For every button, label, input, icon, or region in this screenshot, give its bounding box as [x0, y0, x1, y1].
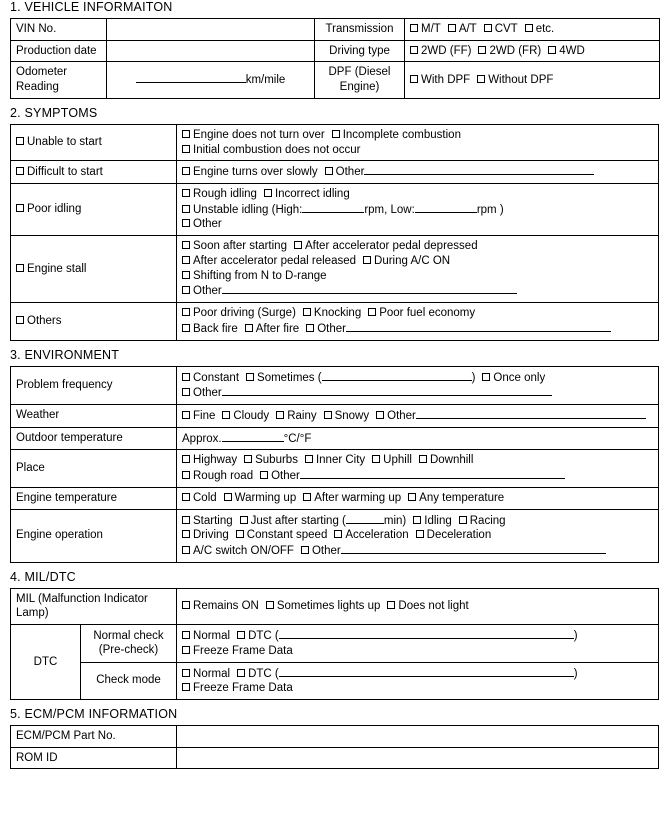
checkbox-option-remains-on[interactable]: Remains ON [182, 599, 259, 614]
vin-label: VIN No. [11, 19, 107, 41]
env-outdoor-temperature-label: Outdoor temperature [11, 427, 177, 450]
checkbox-icon[interactable] [182, 388, 190, 396]
checkbox-option-poor-fuel-economy[interactable]: Poor fuel economy [368, 306, 475, 321]
checkbox-icon[interactable] [324, 411, 332, 419]
section-title-vehicle: 1. VEHICLE INFORMAITON [10, 0, 173, 14]
checkbox-icon[interactable] [182, 189, 190, 197]
checkbox-option-poor-driving-surge[interactable]: Poor driving (Surge) [182, 306, 296, 321]
write-in-line[interactable] [300, 468, 565, 479]
checkbox-option-sometimes[interactable]: Sometimes ( ) [246, 370, 475, 386]
environment-table [10, 366, 659, 563]
checkbox-icon[interactable] [484, 24, 492, 32]
section-title-ecm-pcm: 5. ECM/PCM INFORMATION [10, 707, 178, 721]
checkbox-icon[interactable] [16, 137, 24, 145]
checkbox-option-constant-speed[interactable]: Constant speed [236, 528, 328, 543]
checkbox-icon[interactable] [548, 46, 556, 54]
checkbox-option-other[interactable]: Other [376, 408, 646, 424]
section-title-mil-dtc: 4. MIL/DTC [10, 569, 76, 584]
checkbox-icon[interactable] [182, 219, 190, 227]
table-row [11, 509, 659, 562]
checkbox-option-other[interactable]: Other [182, 385, 552, 401]
checkbox-option-freeze-frame-data[interactable]: Freeze Frame Data [182, 644, 293, 659]
checkbox-icon[interactable] [478, 46, 486, 54]
vin-value[interactable] [107, 19, 315, 41]
table-row [11, 404, 659, 427]
checkbox-icon[interactable] [182, 530, 190, 538]
checkbox-icon[interactable] [305, 455, 313, 463]
checkbox-icon[interactable] [376, 411, 384, 419]
dtc-normal-check-options [177, 625, 659, 662]
checkbox-icon[interactable] [182, 256, 190, 264]
symptom-difficult-to-start-options [177, 161, 659, 184]
env-outdoor-temperature-value[interactable]: Approx. °C/°F [177, 427, 659, 450]
checkbox-icon[interactable] [482, 373, 490, 381]
checkbox-icon[interactable] [459, 516, 467, 524]
checkbox-icon[interactable] [419, 455, 427, 463]
checkbox-option-freeze-frame-data[interactable]: Freeze Frame Data [182, 681, 293, 696]
checkbox-icon[interactable] [182, 167, 190, 175]
checkbox-icon[interactable] [332, 130, 340, 138]
env-problem-frequency-options [177, 366, 659, 404]
checkbox-icon[interactable] [410, 24, 418, 32]
checkbox-option-inner-city[interactable]: Inner City [305, 453, 365, 468]
checkbox-icon[interactable] [410, 75, 418, 83]
checkbox-option-fine[interactable]: Fine [182, 409, 215, 424]
checkbox-option-warming-up[interactable]: Warming up [224, 491, 297, 506]
checkbox-option-other[interactable]: Other [306, 321, 611, 337]
checkbox-option-rainy[interactable]: Rainy [276, 409, 316, 424]
symptom-engine-stall[interactable]: Engine stall [11, 236, 177, 303]
env-engine-operation-options [177, 509, 659, 562]
checkbox-option-initial-combustion[interactable]: Initial combustion does not occur [182, 143, 360, 158]
checkbox-option-without-dpf[interactable]: Without DPF [477, 73, 553, 88]
checkbox-icon[interactable] [236, 530, 244, 538]
checkbox-option-after-fire[interactable]: After fire [245, 322, 299, 337]
checkbox-option-deceleration[interactable]: Deceleration [416, 528, 492, 543]
symptom-poor-idling-options [177, 184, 659, 236]
ecm-pcm-table [10, 725, 659, 769]
section-vehicle-information [0, 0, 669, 99]
table-row [11, 662, 659, 699]
rom-id-value[interactable] [177, 747, 659, 769]
table-row [11, 487, 659, 509]
checkbox-option-shifting-n-to-d[interactable]: Shifting from N to D-range [182, 269, 327, 284]
env-engine-temperature-label: Engine temperature [11, 487, 177, 509]
table-row [11, 40, 660, 62]
checkbox-option-soon-after-starting[interactable]: Soon after starting [182, 239, 287, 254]
dtc-check-mode-options [177, 662, 659, 699]
checkbox-option-suburbs[interactable]: Suburbs [244, 453, 298, 468]
checkbox-option-dtc[interactable]: DTC ( ) [237, 628, 578, 644]
checkbox-icon[interactable] [245, 324, 253, 332]
checkbox-icon[interactable] [16, 167, 24, 175]
checkbox-icon[interactable] [182, 271, 190, 279]
env-weather-options [177, 404, 659, 427]
mil-options [177, 588, 659, 624]
checkbox-icon[interactable] [477, 75, 485, 83]
write-in-line[interactable] [364, 164, 594, 175]
symptom-unable-to-start-options [177, 124, 659, 160]
section-mil-dtc [0, 570, 669, 700]
checkbox-option-snowy[interactable]: Snowy [324, 409, 370, 424]
checkbox-option-just-after-starting[interactable]: Just after starting ( min) [240, 513, 407, 529]
write-in-line[interactable] [346, 321, 611, 332]
section-ecm-pcm-information [0, 707, 669, 769]
write-in-line[interactable] [222, 431, 284, 442]
checkbox-option-idling[interactable]: Idling [413, 514, 452, 529]
production-date-label: Production date [11, 40, 107, 62]
checkbox-option-once-only[interactable]: Once only [482, 371, 545, 386]
checkbox-icon[interactable] [237, 631, 245, 639]
checkbox-option-cold[interactable]: Cold [182, 491, 217, 506]
table-row [11, 124, 659, 160]
checkbox-icon[interactable] [182, 646, 190, 654]
table-row [11, 625, 659, 662]
write-in-line[interactable] [341, 543, 606, 554]
checkbox-icon[interactable] [222, 411, 230, 419]
driving-type-label: Driving type [315, 40, 405, 62]
checkbox-icon[interactable] [237, 669, 245, 677]
section-title-symptoms: 2. SYMPTOMS [10, 105, 98, 120]
table-row [11, 303, 659, 340]
write-in-line[interactable] [222, 283, 517, 294]
checkbox-icon[interactable] [334, 530, 342, 538]
section-title-environment: 3. ENVIRONMENT [10, 347, 120, 362]
checkbox-option-after-pedal-depressed[interactable]: After accelerator pedal depressed [294, 239, 478, 254]
checkbox-icon[interactable] [182, 471, 190, 479]
checkbox-option-other[interactable]: Other [325, 164, 595, 180]
table-row [11, 236, 659, 303]
table-row [11, 62, 660, 98]
checkbox-option-cvt[interactable]: CVT [484, 22, 518, 37]
checkbox-icon[interactable] [264, 189, 272, 197]
dtc-normal-check-label: Normal check (Pre-check) [81, 625, 177, 662]
checkbox-icon[interactable] [387, 601, 395, 609]
checkbox-option-cloudy[interactable]: Cloudy [222, 409, 269, 424]
checkbox-icon[interactable] [182, 286, 190, 294]
driving-type-options [405, 40, 660, 62]
checkbox-icon[interactable] [325, 167, 333, 175]
checkbox-option-normal[interactable]: Normal [182, 667, 230, 682]
production-date-value[interactable] [107, 40, 315, 62]
write-in-line[interactable] [302, 202, 364, 213]
checkbox-icon[interactable] [182, 516, 190, 524]
checkbox-icon[interactable] [306, 324, 314, 332]
write-in-line[interactable] [136, 72, 246, 83]
checkbox-option-other[interactable]: Other [260, 468, 565, 484]
checkbox-icon[interactable] [244, 455, 252, 463]
checkbox-option-2wd-fr[interactable]: 2WD (FR) [478, 44, 541, 59]
checkbox-option-back-fire[interactable]: Back fire [182, 322, 238, 337]
checkbox-icon[interactable] [16, 204, 24, 212]
checkbox-option-other[interactable]: Other [301, 543, 606, 559]
checkbox-icon[interactable] [182, 324, 190, 332]
checkbox-icon[interactable] [416, 530, 424, 538]
checkbox-icon[interactable] [303, 493, 311, 501]
ecm-part-no-value[interactable] [177, 726, 659, 748]
checkbox-option-rough-road[interactable]: Rough road [182, 469, 253, 484]
symptom-difficult-to-start[interactable]: Difficult to start [11, 161, 177, 184]
table-row [11, 726, 659, 748]
checkbox-option-knocking[interactable]: Knocking [303, 306, 361, 321]
symptoms-table [10, 124, 659, 341]
checkbox-option-unstable-idling[interactable]: Unstable idling (High: rpm, Low: rpm ) [182, 202, 504, 218]
checkbox-icon[interactable] [410, 46, 418, 54]
section-symptoms [0, 106, 669, 341]
table-row [11, 588, 659, 624]
write-in-line[interactable] [322, 370, 472, 381]
checkbox-icon[interactable] [240, 516, 248, 524]
checkbox-icon[interactable] [182, 493, 190, 501]
checkbox-icon[interactable] [266, 601, 274, 609]
checkbox-option-dtc[interactable]: DTC ( ) [237, 666, 578, 682]
checkbox-option-after-warming-up[interactable]: After warming up [303, 491, 401, 506]
checkbox-option-driving[interactable]: Driving [182, 528, 229, 543]
checkbox-icon[interactable] [260, 471, 268, 479]
checkbox-option-engine-turns-over-slowly[interactable]: Engine turns over slowly [182, 165, 318, 180]
rom-id-label: ROM ID [11, 747, 177, 769]
env-place-options [177, 450, 659, 487]
checkbox-icon[interactable] [182, 683, 190, 691]
table-row [11, 366, 659, 404]
checkbox-option-constant[interactable]: Constant [182, 371, 239, 386]
write-in-line[interactable] [346, 513, 384, 524]
ecm-part-no-label: ECM/PCM Part No. [11, 726, 177, 748]
checkbox-icon[interactable] [182, 373, 190, 381]
checkbox-option-normal[interactable]: Normal [182, 629, 230, 644]
write-in-line[interactable] [279, 666, 574, 677]
checkbox-option-sometimes-lights-up[interactable]: Sometimes lights up [266, 599, 381, 614]
odometer-label: Odometer Reading [11, 62, 107, 98]
mil-label: MIL (Malfunction Indicator Lamp) [11, 588, 177, 624]
checkbox-option-starting[interactable]: Starting [182, 514, 233, 529]
checkbox-option-4wd[interactable]: 4WD [548, 44, 585, 59]
checkbox-option-at[interactable]: A/T [448, 22, 477, 37]
checkbox-icon[interactable] [363, 256, 371, 264]
checkbox-option-highway[interactable]: Highway [182, 453, 237, 468]
checkbox-option-with-dpf[interactable]: With DPF [410, 73, 470, 88]
checkbox-icon[interactable] [182, 601, 190, 609]
checkbox-icon[interactable] [182, 130, 190, 138]
checkbox-option-acceleration[interactable]: Acceleration [334, 528, 408, 543]
symptom-engine-stall-options [177, 236, 659, 303]
checkbox-icon[interactable] [303, 308, 311, 316]
checkbox-option-uphill[interactable]: Uphill [372, 453, 412, 468]
dpf-label: DPF (Diesel Engine) [315, 62, 405, 98]
checkbox-option-racing[interactable]: Racing [459, 514, 506, 529]
symptom-others-options [177, 303, 659, 340]
env-engine-operation-label: Engine operation [11, 509, 177, 562]
checkbox-option-etc[interactable]: etc. [525, 22, 555, 37]
transmission-options [405, 19, 660, 41]
checkbox-icon[interactable] [182, 145, 190, 153]
checkbox-option-other[interactable]: Other [182, 217, 222, 232]
checkbox-icon[interactable] [224, 493, 232, 501]
table-row [11, 184, 659, 236]
dtc-check-mode-label: Check mode [81, 662, 177, 699]
write-in-line[interactable] [222, 385, 552, 396]
env-engine-temperature-options [177, 487, 659, 509]
table-row [11, 19, 660, 41]
checkbox-icon[interactable] [408, 493, 416, 501]
transmission-label: Transmission [315, 19, 405, 41]
env-problem-frequency-label: Problem frequency [11, 366, 177, 404]
env-place-label: Place [11, 450, 177, 487]
checkbox-icon[interactable] [276, 411, 284, 419]
write-in-line[interactable] [279, 628, 574, 639]
table-row [11, 161, 659, 184]
checkbox-option-rough-idling[interactable]: Rough idling [182, 187, 257, 202]
vehicle-information-table [10, 18, 660, 99]
checkbox-option-incorrect-idling[interactable]: Incorrect idling [264, 187, 350, 202]
checkbox-icon[interactable] [413, 516, 421, 524]
section-environment [0, 348, 669, 563]
checkbox-option-during-ac-on[interactable]: During A/C ON [363, 254, 450, 269]
checkbox-icon[interactable] [372, 455, 380, 463]
checkbox-option-ac-switch-on-off[interactable]: A/C switch ON/OFF [182, 544, 294, 559]
checkbox-icon[interactable] [182, 631, 190, 639]
checkbox-option-does-not-light[interactable]: Does not light [387, 599, 468, 614]
checkbox-icon[interactable] [294, 241, 302, 249]
checkbox-icon[interactable] [448, 24, 456, 32]
checkbox-option-incomplete-combustion[interactable]: Incomplete combustion [332, 128, 461, 143]
checkbox-icon[interactable] [182, 546, 190, 554]
checkbox-icon[interactable] [16, 316, 24, 324]
checkbox-icon[interactable] [182, 308, 190, 316]
checkbox-icon[interactable] [182, 205, 190, 213]
write-in-line[interactable] [415, 202, 477, 213]
dtc-label: DTC [11, 625, 81, 700]
checkbox-option-downhill[interactable]: Downhill [419, 453, 473, 468]
checkbox-option-mt[interactable]: M/T [410, 22, 441, 37]
checkbox-icon[interactable] [182, 669, 190, 677]
checkbox-icon[interactable] [16, 264, 24, 272]
checkbox-icon[interactable] [525, 24, 533, 32]
write-in-line[interactable] [416, 408, 646, 419]
checkbox-option-after-pedal-released[interactable]: After accelerator pedal released [182, 254, 356, 269]
checkbox-option-engine-does-not-turn-over[interactable]: Engine does not turn over [182, 128, 325, 143]
env-weather-label: Weather [11, 404, 177, 427]
symptom-others[interactable]: Others [11, 303, 177, 340]
symptom-poor-idling[interactable]: Poor idling [11, 184, 177, 236]
checkbox-icon[interactable] [368, 308, 376, 316]
symptom-unable-to-start[interactable]: Unable to start [11, 124, 177, 160]
table-row [11, 450, 659, 487]
checkbox-option-other[interactable]: Other [182, 283, 517, 299]
checkbox-option-any-temperature[interactable]: Any temperature [408, 491, 504, 506]
dpf-options [405, 62, 660, 98]
checkbox-icon[interactable] [182, 411, 190, 419]
table-row [11, 747, 659, 769]
checkbox-icon[interactable] [182, 455, 190, 463]
checkbox-icon[interactable] [301, 546, 309, 554]
checkbox-icon[interactable] [246, 373, 254, 381]
checkbox-option-2wd-ff[interactable]: 2WD (FF) [410, 44, 471, 59]
odometer-value[interactable]: km/mile [107, 62, 315, 98]
table-row [11, 427, 659, 450]
mil-dtc-table [10, 588, 659, 700]
checkbox-icon[interactable] [182, 241, 190, 249]
